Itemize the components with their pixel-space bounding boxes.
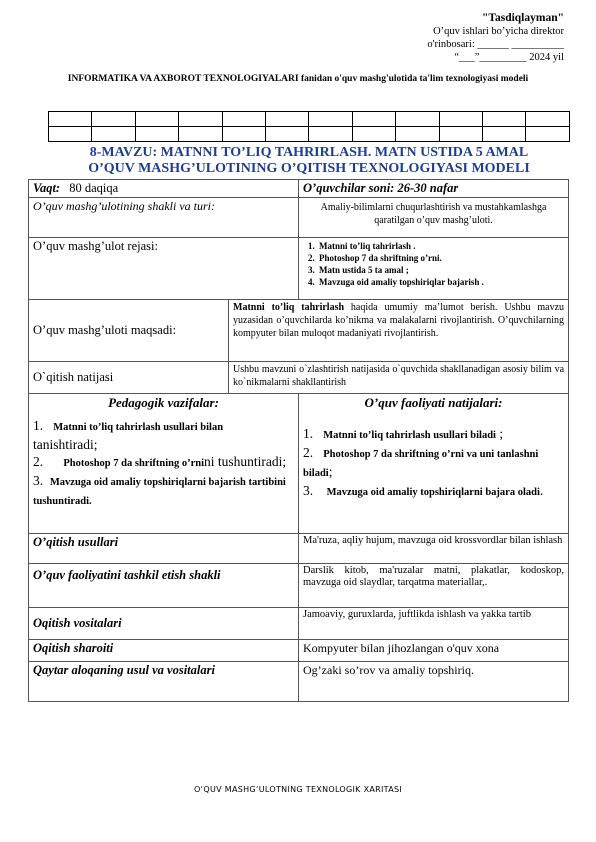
methods-value: Ma'ruza, aqliy hujum, mavzuga oid krossvordlar bilan ishlash bbox=[299, 534, 569, 564]
goal-label: O’quv mashg’uloti maqsadi: bbox=[29, 300, 229, 362]
form-label: O’quv mashg’ulotining shakli va turi: bbox=[29, 198, 299, 238]
result-number: 3. bbox=[303, 483, 314, 498]
plan-item: 2. Photoshop 7 da shriftning o’rni. bbox=[317, 252, 564, 264]
page-footer: O‘QUV MASHG‘ULOTNING TEXNOLOGIK XARITASI bbox=[193, 785, 403, 794]
grid-cell bbox=[439, 112, 482, 127]
time-label: Vaqt: bbox=[33, 181, 61, 195]
approval-line-1: O’quv ishlari bo’yicha direktor bbox=[433, 26, 564, 37]
result-tail: ; bbox=[328, 464, 333, 479]
organization-label: O’quv faoliyatini tashkil etish shakli bbox=[29, 564, 299, 608]
grid-cell bbox=[266, 112, 309, 127]
grid-cell bbox=[222, 127, 265, 142]
methods-row bbox=[29, 534, 569, 564]
grid-cell bbox=[92, 127, 135, 142]
approval-line-2: o'rinbosari: ______ __________ bbox=[427, 39, 564, 50]
task-text: ni tushuntiradi; bbox=[204, 454, 287, 469]
grid-cell bbox=[309, 127, 352, 142]
students-count: O’quvchilar soni: 26-30 nafar bbox=[299, 180, 569, 198]
feedback-label: Qaytar aloqaning usul va vositalari bbox=[29, 662, 299, 702]
organization-value: Darslik kitob, ma'ruzalar matni, plakatlar, kodoskop, mavzuga oid slaydlar, tarqatma materiallar,. bbox=[299, 564, 569, 608]
plan-item: 1. Matnni to’liq tahrirlash . bbox=[317, 240, 564, 252]
approval-line-3: “___”_________ 2024 yil bbox=[454, 52, 564, 63]
task-number: 1. bbox=[33, 418, 44, 433]
goal-bold: Matnni to’liq tahrirlash bbox=[233, 302, 345, 313]
pedagogical-task bbox=[33, 417, 294, 453]
topic-line-1: 8-MAVZU: MATNNI TO’LIQ TAHRIRLASH. MATN USTIDA 5 AMAL bbox=[89, 145, 529, 160]
task-number: 2. bbox=[33, 454, 44, 469]
grid-cell bbox=[135, 112, 178, 127]
result-label: O`qitish natijasi bbox=[29, 362, 229, 394]
goal-text: haqida umumiy ma’lumot berish. Ushbu mavzu yuzasidan o’quvchilarda ko’nikma va malakalarni rivojlantirish. O’quvchilarning kompyuter bilan muloqot madaniyati rivojlantirish. bbox=[233, 302, 565, 339]
conditions-label: Oqitish sharoiti bbox=[29, 640, 299, 662]
result-tail: ; bbox=[495, 426, 504, 441]
activity-result bbox=[303, 482, 564, 501]
time-cell bbox=[29, 180, 299, 198]
grid-cell bbox=[49, 127, 92, 142]
grid-cell bbox=[526, 112, 570, 127]
form-row bbox=[29, 198, 569, 238]
result-text: Ushbu mavzuni o`zlashtirish natijasida o`quvchida shakllanadigan asosiy bilim va ko`nikmalarni shakllantirish bbox=[229, 362, 569, 394]
grid-cell bbox=[49, 112, 92, 127]
grid-cell bbox=[266, 127, 309, 142]
task-bold: Mavzuga oid amaliy topshiriqlarni bajarish tartibini tushuntiradi. bbox=[33, 477, 286, 507]
time-row bbox=[29, 180, 569, 198]
activity-results bbox=[299, 394, 569, 534]
approval-block bbox=[304, 12, 564, 64]
pedagogical-task bbox=[33, 472, 294, 510]
grid-cell bbox=[352, 112, 395, 127]
pedagogical-tasks bbox=[29, 394, 299, 534]
grid-cell bbox=[309, 112, 352, 127]
result-tail: . bbox=[539, 483, 544, 498]
grid-cell bbox=[179, 127, 222, 142]
grid-cell bbox=[439, 127, 482, 142]
goal-cell bbox=[229, 300, 569, 362]
result-bold: Matnni to’liq tahrirlash usullari biladi bbox=[323, 430, 496, 441]
feedback-row bbox=[29, 662, 569, 702]
result-number: 2. bbox=[303, 445, 314, 460]
plan-list bbox=[303, 240, 564, 288]
result-bold: Mavzuga oid amaliy topshiriqlarni bajara oladi bbox=[326, 487, 540, 498]
tasks-row bbox=[29, 394, 569, 534]
activity-result bbox=[303, 425, 564, 444]
grid-cell bbox=[396, 112, 439, 127]
plan-item: 4. Mavzuga oid amaliy topshiriqlar bajarish . bbox=[317, 276, 564, 288]
lesson-model-table bbox=[28, 179, 569, 702]
plan-label: O’quv mashg’ulot rejasi: bbox=[29, 238, 299, 300]
task-bold: Photoshop 7 da shriftning o’rni bbox=[63, 458, 204, 469]
document-title: INFORMATIKA VA AXBOROT TEXNOLOGIYALARI fanidan o'quv mashg'ulotida ta'lim texnologiyasi modeli bbox=[67, 74, 529, 84]
form-value: Amaliy-bilimlarni chuqurlashtirish va mustahkamlashga qaratilgan o’quv mashg’uloti. bbox=[299, 198, 569, 238]
grid-cell bbox=[179, 112, 222, 127]
result-row bbox=[29, 362, 569, 394]
time-value: 80 daqiqa bbox=[69, 181, 119, 195]
conditions-row bbox=[29, 640, 569, 662]
schedule-grid bbox=[48, 111, 570, 142]
result-number: 1. bbox=[303, 426, 314, 441]
plan-row bbox=[29, 238, 569, 300]
task-number: 3. bbox=[33, 473, 44, 488]
feedback-value: Og’zaki so’rov va amaliy topshiriq. bbox=[299, 662, 569, 702]
grid-cell bbox=[526, 127, 570, 142]
result-bold: Photoshop 7 da shriftning o’rni va uni tanlashni biladi bbox=[303, 449, 539, 479]
organization-row bbox=[29, 564, 569, 608]
conditions-value: Kompyuter bilan jihozlangan o'quv xona bbox=[299, 640, 569, 662]
activity-result bbox=[303, 444, 564, 482]
grid-cell bbox=[396, 127, 439, 142]
grid-cell bbox=[222, 112, 265, 127]
topic-heading bbox=[40, 145, 578, 177]
plan-cell bbox=[299, 238, 569, 300]
topic-line-2: O’QUV MASHG’ULOTINING O’QITISH TEXNOLOGIYASI MODELI bbox=[88, 161, 530, 176]
approval-title: "Tasdiqlayman" bbox=[481, 12, 564, 24]
grid-cell bbox=[352, 127, 395, 142]
methods-label: O’qitish usullari bbox=[29, 534, 299, 564]
tools-label: Oqitish vositalari bbox=[29, 608, 299, 640]
task-bold: Matnni to’liq tahrirlash usullari bilan bbox=[53, 422, 224, 433]
task-text: tanishtiradi; bbox=[33, 437, 98, 452]
grid-cell bbox=[92, 112, 135, 127]
schedule-grid-row bbox=[49, 127, 570, 142]
grid-cell bbox=[483, 127, 526, 142]
plan-item: 3. Matn ustida 5 ta amal ; bbox=[317, 264, 564, 276]
grid-cell bbox=[135, 127, 178, 142]
schedule-grid-row bbox=[49, 112, 570, 127]
tools-row bbox=[29, 608, 569, 640]
activity-header: O’quv faoliyati natijalari: bbox=[364, 395, 503, 410]
goal-row bbox=[29, 300, 569, 362]
grid-cell bbox=[483, 112, 526, 127]
pedagogical-header: Pedagogik vazifalar: bbox=[108, 395, 219, 410]
pedagogical-task bbox=[33, 453, 294, 472]
tools-value: Jamoaviy, guruxlarda, juftlikda ishlash va yakka tartib bbox=[299, 608, 569, 640]
